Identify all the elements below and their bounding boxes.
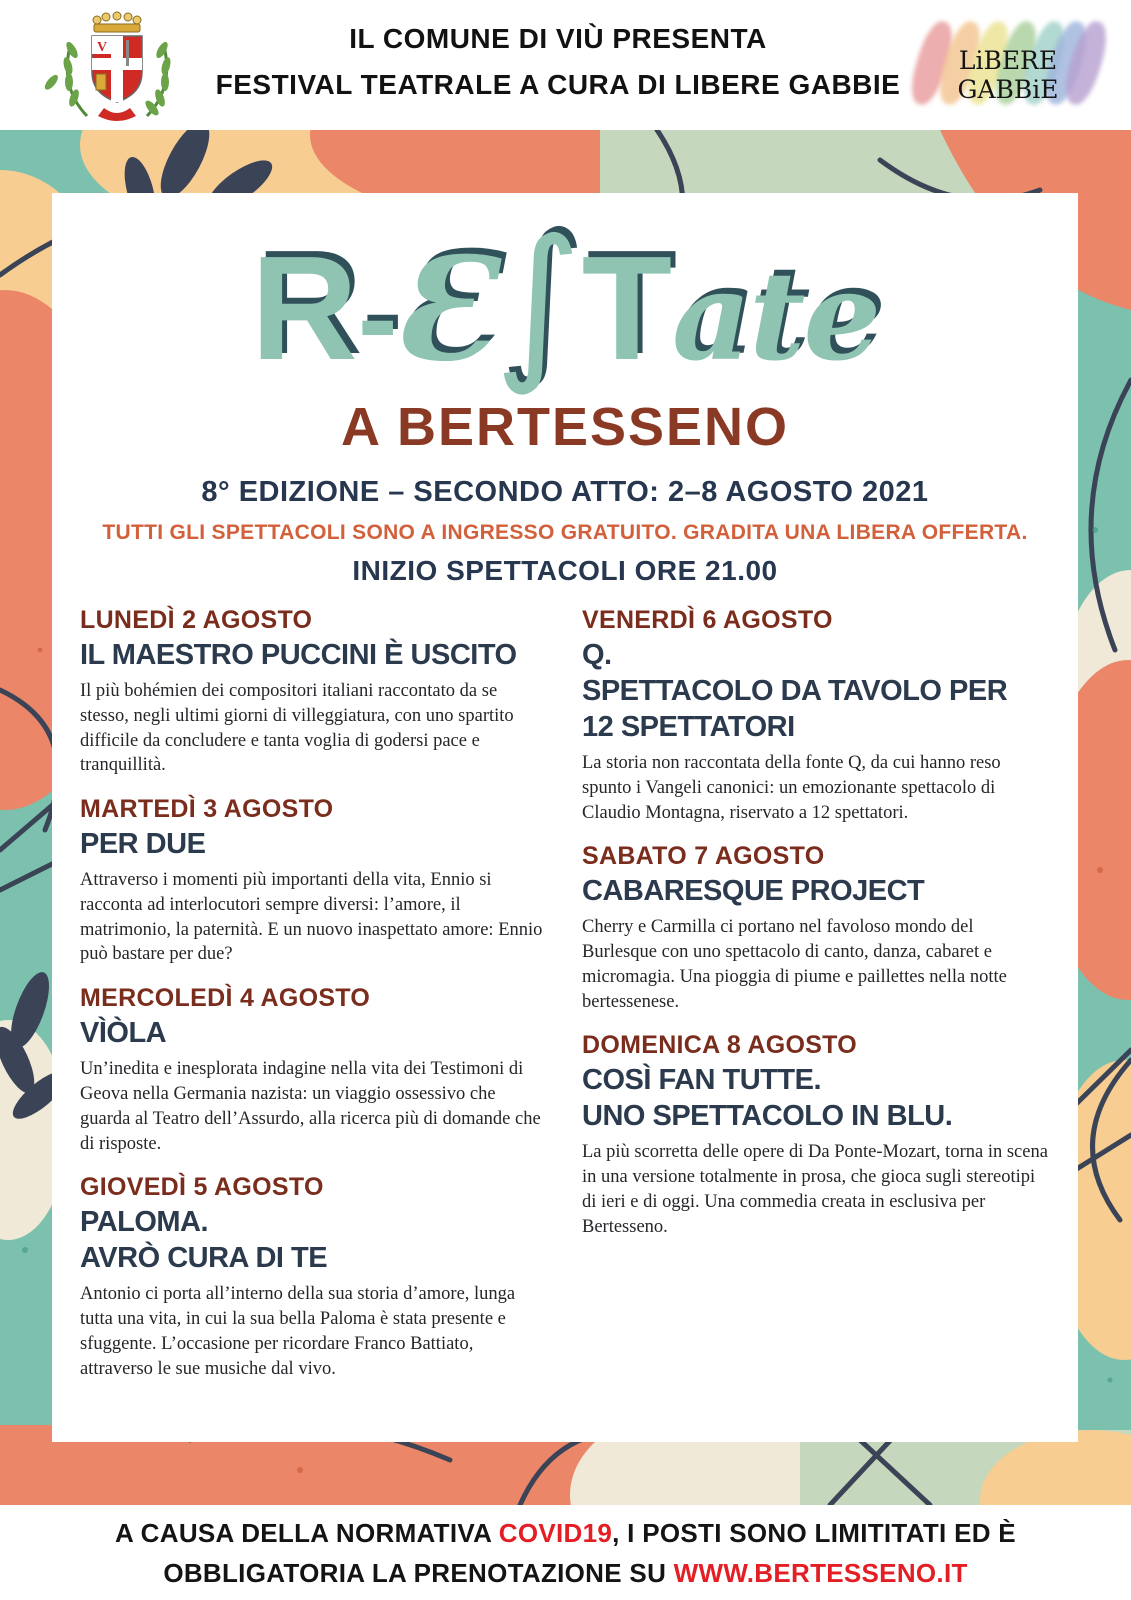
- comune-di-viu-crest-icon: [42, 8, 192, 124]
- shield-icon: [92, 36, 142, 102]
- festival-title: [52, 203, 1078, 399]
- event-description: Antonio ci porta all’interno della sua storia d’amore, lunga tutta una vita, in cui la sua bella Paloma è stata presente e sfuggente. L’occasione per ricordare Franco Battiato, attraverso le sue musiche dal vivo.: [80, 1284, 516, 1379]
- event-date: MARTEDÌ 3 AGOSTO: [80, 795, 334, 824]
- event-date: LUNEDÌ 2 AGOSTO: [80, 606, 313, 634]
- title-letter-E: Ɛ: [391, 227, 495, 393]
- event-tuesday: [80, 794, 548, 967]
- event-wednesday: [80, 983, 548, 1156]
- notice-text: A CAUSA DELLA NORMATIVA: [115, 1518, 499, 1548]
- event-title: PER DUE: [80, 828, 206, 861]
- title-letter-S: ∫: [494, 203, 582, 399]
- program-column-left: [80, 605, 548, 1398]
- title-letter-R: R: [250, 226, 358, 391]
- event-title: COSÌ FAN TUTTE. UNO SPETTACOLO IN BLU.: [582, 1064, 953, 1133]
- ribbon-icon: [98, 108, 136, 121]
- event-title: PALOMA. AVRÒ CURA DI TE: [80, 1206, 328, 1275]
- free-admission-line: TUTTI GLI SPETTACOLI SONO A INGRESSO GRATUITO. GRADITA UNA LIBERA OFFERTA.: [102, 521, 1028, 544]
- title-letter-T: T: [581, 226, 673, 391]
- edition-line: 8° EDIZIONE – SECONDO ATTO: 2–8 AGOSTO 2021: [201, 476, 929, 508]
- event-description: Un’inedita e inesplorata indagine nella vita dei Testimoni di Geova nella Germania nazista: un viaggio ossessivo che guarda al Teatro dell’Assurdo, alla ricerca più di domande che di risposte.: [80, 1059, 541, 1154]
- event-friday: [582, 605, 1050, 825]
- event-description: Il più bohémien dei compositori italiani raccontato da se stesso, negli ultimi giorni di villeggiatura, con uno spartito difficile da concludere e tanta voglia di godersi pace e tranquillità.: [80, 681, 514, 776]
- event-date: GIOVEDÌ 5 AGOSTO: [80, 1173, 324, 1202]
- event-title: VÌÒLA: [80, 1017, 167, 1050]
- svg-text:V: V: [96, 40, 108, 55]
- location-subtitle: A BERTESSENO: [340, 397, 790, 457]
- event-title: Q. SPETTACOLO DA TAVOLO PER 12 SPETTATORI: [582, 639, 1008, 743]
- event-thursday: [80, 1172, 548, 1381]
- event-sunday: [582, 1030, 1050, 1239]
- booking-website-link[interactable]: WWW.BERTESSENO.IT: [673, 1558, 968, 1588]
- content-card: [52, 193, 1078, 1442]
- event-saturday: [582, 841, 1050, 1014]
- event-title: CABARESQUE PROJECT: [582, 875, 925, 908]
- event-description: Cherry e Carmilla ci portano nel favoloso mondo del Burlesque con uno spettacolo di canto, danza, cabaret e micromagia. Una pioggia di piume e paillettes nella notte bertessenese.: [582, 917, 1007, 1012]
- covid-notice: [0, 1505, 1131, 1600]
- event-title: IL MAESTRO PUCCINI È USCITO: [80, 639, 517, 671]
- header-bar: [0, 0, 1131, 130]
- notice-text: , I POSTI SONO LIMITITATI ED È: [612, 1518, 1016, 1548]
- event-date: DOMENICA 8 AGOSTO: [582, 1031, 858, 1060]
- notice-text: OBBLIGATORIA LA PRENOTAZIONE SU: [163, 1558, 674, 1588]
- presenter-line: IL COMUNE DI VIÙ PRESENTA: [349, 23, 767, 54]
- title-dash: -: [357, 251, 392, 385]
- program-columns: [52, 587, 1078, 1398]
- crown-icon: [93, 12, 141, 32]
- covid19-highlight: COVID19: [498, 1518, 613, 1548]
- event-date: MERCOLEDÌ 4 AGOSTO: [80, 984, 371, 1013]
- program-column-right: [582, 605, 1050, 1398]
- event-date: VENERDÌ 6 AGOSTO: [582, 606, 833, 634]
- event-description: La più scorretta delle opere di Da Ponte-Mozart, torna in scena in una versione totalmente in prosa, che gioca sugli stereotipi di ieri e di oggi. Una commedia creata in esclusiva per Bertesseno.: [582, 1142, 1048, 1237]
- event-description: Attraverso i momenti più importanti della vita, Ennio si racconta ad interlocutori sempre diversi: l’amore, il matrimonio, la paternità. E un nuovo inaspettato amore: Ennio può bastare per due?: [80, 870, 543, 965]
- festival-line: FESTIVAL TEATRALE A CURA DI LIBERE GABBIE: [215, 69, 901, 100]
- libere-gabbie-logo: [913, 12, 1103, 116]
- covid-notice-line1: [0, 1513, 1131, 1553]
- event-monday: [80, 605, 548, 778]
- event-date: SABATO 7 AGOSTO: [582, 842, 825, 871]
- showtime-line: INIZIO SPETTACOLI ORE 21.00: [352, 555, 778, 586]
- event-description: La storia non raccontata della fonte Q, da cui hanno reso spunto i Vangeli canonici: un emozionante spettacolo di Claudio Montagna, riservato a 12 spettatori.: [582, 753, 1001, 823]
- covid-notice-line2: [0, 1553, 1131, 1593]
- libere-gabbie-logo-text: LiBERE GABBiE: [957, 46, 1059, 104]
- title-letters-ate: ate: [672, 244, 880, 388]
